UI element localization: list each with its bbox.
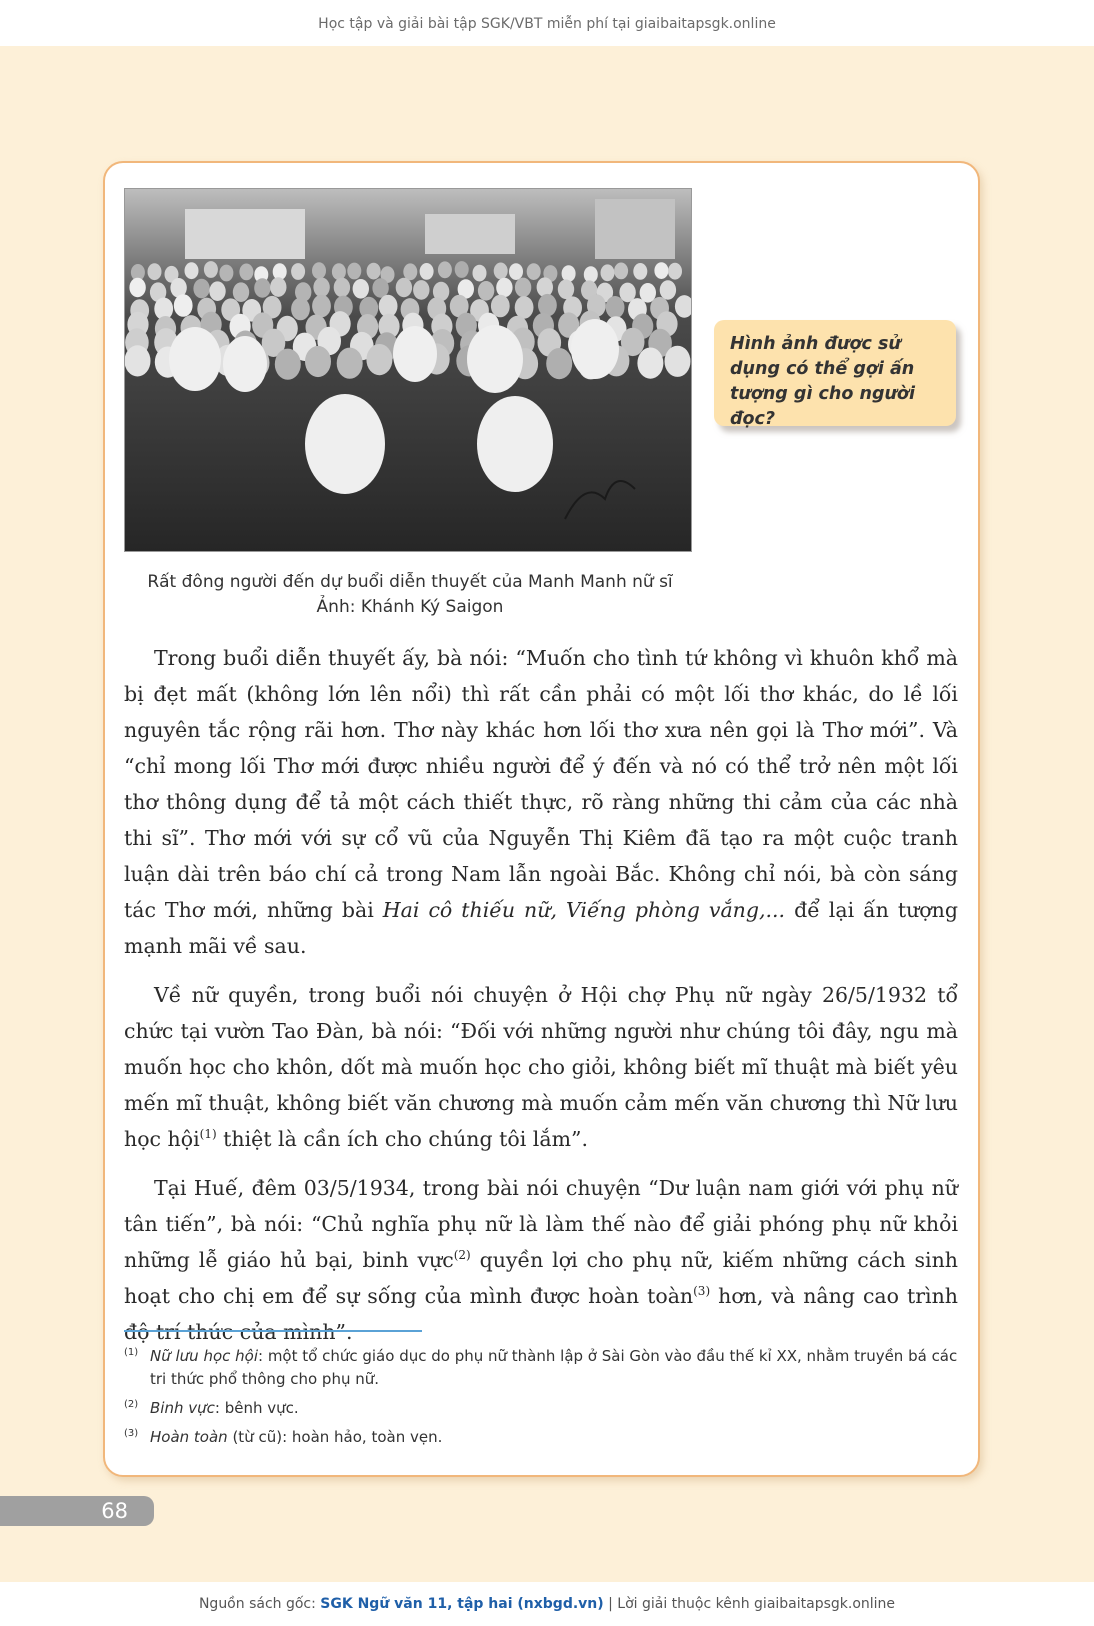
crowd-head-shape — [193, 279, 209, 299]
crowd-head-shape — [209, 281, 225, 301]
crowd-head-shape — [313, 278, 329, 298]
crowd-head-shape — [403, 263, 417, 280]
crowd-head-shape — [606, 296, 625, 319]
crowd-head-shape — [420, 263, 434, 280]
crowd-head-shape — [233, 282, 249, 302]
crowd-head-shape — [496, 278, 512, 298]
crowd-head-shape — [219, 265, 233, 282]
footnote-ref-3[interactable]: (3) — [693, 1284, 711, 1299]
footnote-item: (2) Binh vực: bênh vực. — [124, 1399, 299, 1417]
crowd-head-shape — [562, 265, 576, 282]
crowd-head-shape — [558, 280, 574, 300]
crowd-head-shape — [372, 278, 388, 298]
crowd-head-shape — [654, 262, 668, 279]
crowd-head-shape — [129, 278, 145, 298]
crowd-head-shape — [515, 296, 534, 319]
caption-line-1: Rất đông người đến dự buổi diễn thuyết của Manh Manh nữ sĩ — [147, 572, 673, 592]
crowd-head-shape — [637, 348, 663, 379]
crowd-head-shape — [537, 277, 553, 297]
crowd-head-shape — [312, 295, 331, 318]
question-callout: Hình ảnh được sử dụng có thể gợi ấn tượng gì cho người đọc? — [714, 320, 956, 426]
footnote-ref-2[interactable]: (2) — [453, 1248, 471, 1263]
crowd-head-shape — [254, 278, 270, 298]
crowd-head-shape — [509, 263, 523, 280]
crowd-head-shape — [353, 279, 369, 299]
crowd-head-shape — [275, 349, 301, 380]
crowd-head-shape — [515, 278, 531, 298]
site-header: Học tập và giải bài tập SGK/VBT miễn phí tại giaibaitapsgk.online — [0, 0, 1094, 46]
crowd-photo — [124, 188, 692, 552]
crowd-head-shape — [312, 262, 326, 279]
crowd-head-shape — [204, 261, 218, 278]
crowd-head-shape — [601, 264, 615, 281]
crowd-head-shape — [291, 263, 305, 280]
crowd-head-shape — [305, 346, 331, 377]
crowd-head-shape — [337, 348, 363, 379]
crowd-head-shape — [660, 280, 676, 300]
footnote-divider — [124, 1330, 422, 1332]
crowd-head-shape — [527, 263, 541, 280]
crowd-head-shape — [367, 263, 381, 280]
crowd-head-shape — [239, 264, 253, 281]
crowd-head-shape — [584, 266, 598, 283]
crowd-head-shape — [633, 263, 647, 280]
crowd-head-shape — [494, 263, 508, 280]
crowd-head-shape — [478, 281, 494, 301]
paragraph-3: Tại Huế, đêm 03/5/1934, trong bài nói chuyện “Dư luận nam giới với phụ nữ tân tiến”, bà nói: “Chủ nghĩa phụ nữ là làm thế nào để giải phóng phụ nữ khỏi những lễ giáo hủ bại, binh vực$^{(2)}$ quyền lợi cho phụ nữ, kiếm những cách sinh hoạt cho chị em để sự sống của mình được hoàn toàn$^{(3)}$ hơn, và nâng cao trình độ trí thức của mình”. — [124, 1176, 958, 1344]
works-titles: Hai cô thiếu nữ, Viếng phòng vắng,... — [382, 898, 786, 922]
crowd-head-shape — [538, 294, 557, 317]
page-number: 68 — [0, 1496, 154, 1526]
footnote-item: (3) Hoàn toàn (từ cũ): hoàn hảo, toàn vẹn. — [124, 1428, 443, 1446]
crowd-head-shape — [148, 263, 162, 280]
crowd-head-shape — [473, 265, 487, 282]
caption-line-2: Ảnh: Khánh Ký Saigon — [316, 597, 504, 617]
crowd-head-shape — [668, 263, 682, 280]
crowd-head-shape — [546, 348, 572, 379]
footnote-item: (1) Nữ lưu học hội: một tổ chức giáo dục do phụ nữ thành lập ở Sài Gòn vào đầu thế kỉ XX, nhằm truyền bá các tri thức phổ thông cho phụ nữ. — [124, 1347, 958, 1388]
crowd-head-shape — [174, 294, 193, 317]
crowd-head-shape — [396, 278, 412, 298]
source-link[interactable]: SGK Ngữ văn 11, tập hai (nxbgd.vn) — [320, 1596, 604, 1612]
paragraph-1: Trong buổi diễn thuyết ấy, bà nói: “Muốn cho tình tứ không vì khuôn khổ mà bị đẹt mất (không lớn lên nổi) thì rất cần phải có một lối thơ khác, do lề lối nguyên tắc rộng rãi hơn. Thơ này khác hơn lối thơ xưa nên gọi là Thơ mới”. Và “chỉ mong lối Thơ mới được nhiều người để ý đến và nó có thể trở nên một lối thơ thông dụng để tả một cách thiết thực, rõ ràng những thi cảm của các nhà thi sĩ”. Thơ mới với sự cổ vũ của Nguyễn Thị Kiêm đã tạo ra một cuộc tranh luận dài trên báo chí cả trong Nam lẫn ngoài Bắc. Không chỉ nói, bà còn sáng tác Thơ mới, những bài Hai cô thiếu nữ, Viếng phòng vắng,... để lại ấn tượng mạnh mãi về sau. — [124, 646, 958, 958]
article-body — [124, 640, 958, 1363]
paragraph-2: Về nữ quyền, trong buổi nói chuyện ở Hội chợ Phụ nữ ngày 26/5/1932 tổ chức tại vườn Tao Đàn, bà nói: “Đối với những người như chúng tôi đây, ngu mà muốn học cho khôn, dốt mà muốn học cho giỏi, không biết mĩ thuật mà biết yêu mến mĩ thuật, không biết văn chương mà muốn cảm mến văn chương thì Nữ lưu học hội$^{(1)}$ thiệt là cần ích cho chúng tôi lắm”. — [124, 983, 958, 1151]
crowd-head-shape — [366, 344, 392, 375]
crowd-head-shape — [334, 278, 350, 298]
footnote-ref-1[interactable]: (1) — [199, 1127, 217, 1142]
crowd-head-shape — [665, 346, 691, 377]
crowd-photo-illustration — [125, 189, 692, 552]
crowd-head-shape — [614, 263, 628, 280]
crowd-head-shape — [291, 298, 310, 321]
crowd-head-shape — [332, 263, 346, 280]
source-footer: Nguồn sách gốc: SGK Ngữ văn 11, tập hai (nxbgd.vn) | Lời giải thuộc kênh giaibaitapsgk.online — [0, 1582, 1094, 1626]
crowd-head-shape — [413, 280, 429, 300]
footnotes — [124, 1345, 958, 1455]
crowd-head-shape — [438, 261, 452, 278]
crowd-head-shape — [270, 277, 286, 297]
crowd-head-shape — [347, 263, 361, 280]
photo-caption — [130, 570, 690, 620]
crowd-head-shape — [125, 345, 151, 376]
crowd-head-shape — [491, 295, 510, 318]
crowd-head-shape — [455, 261, 469, 278]
crowd-head-shape — [185, 262, 199, 279]
